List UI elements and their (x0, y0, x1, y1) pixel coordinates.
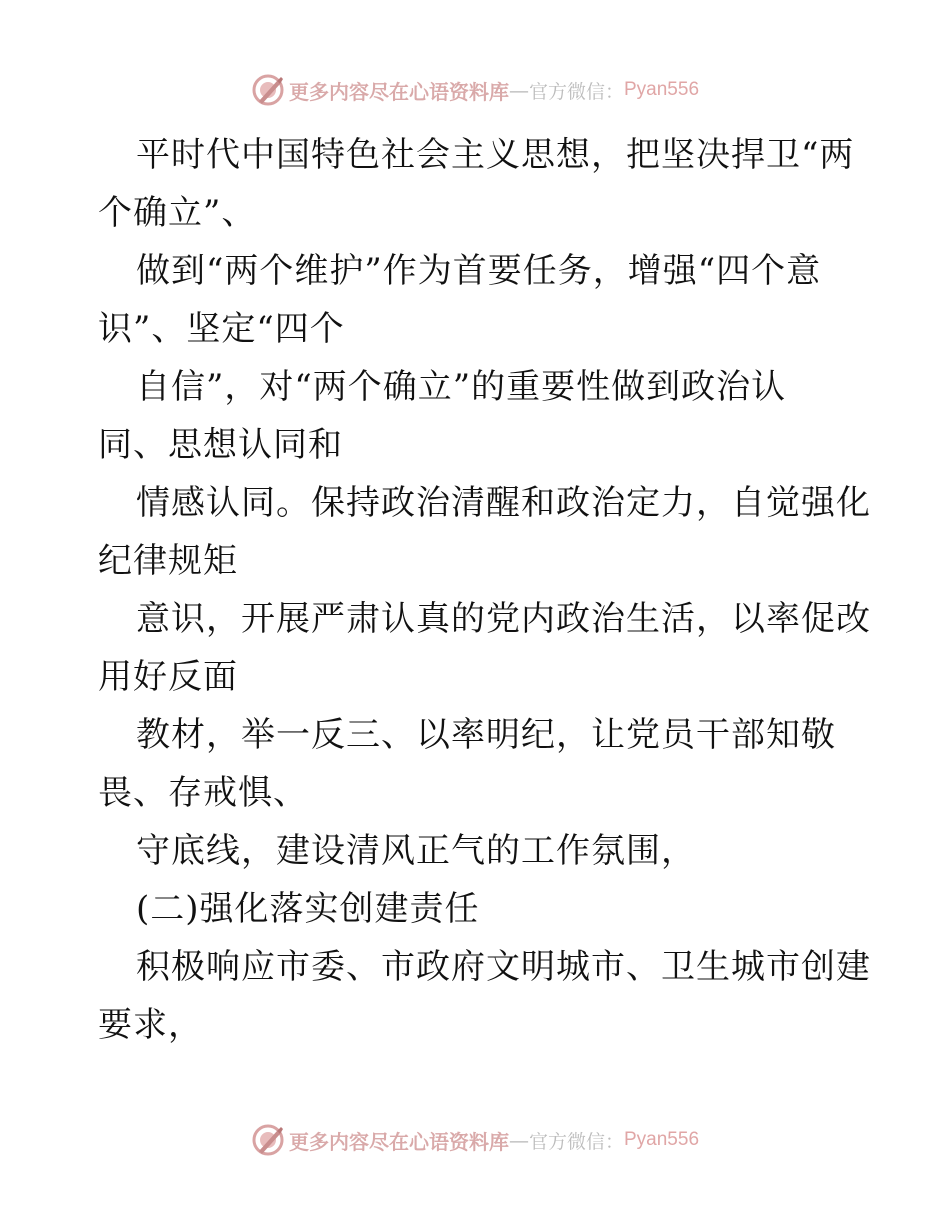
text-line: (二)强化落实创建责任 (136, 889, 480, 929)
banner-contact-label: 官方微信： (528, 1130, 624, 1153)
text-line: 平时代中国特色社会主义思想，把坚决捍卫“两 (136, 135, 855, 175)
text-line: 个确立”、 (98, 193, 257, 233)
pen-logo-icon (251, 1123, 285, 1157)
text-line: 识”、坚定“四个 (98, 309, 345, 349)
pen-logo-icon (251, 73, 285, 107)
banner-contact-label: 官方微信： (528, 80, 624, 103)
text-line: 教材，举一反三、以率明纪，让党员干部知敬 (136, 715, 836, 755)
document-body (98, 126, 871, 1054)
text-line: 畏、存戒惧、 (98, 773, 308, 813)
banner-separator: — (508, 1128, 529, 1152)
banner-title: 更多内容尽在心语资料库 (288, 79, 509, 104)
text-line: 积极响应市委、市政府文明城市、卫生城市创建 (136, 947, 871, 987)
text-line: 意识，开展严肃认真的党内政治生活，以率促改 (136, 599, 871, 639)
text-line: 要求， (98, 1005, 203, 1045)
header-banner (0, 68, 950, 112)
text-line: 守底线，建设清风正气的工作氛围， (136, 831, 696, 871)
text-line: 同、思想认同和 (98, 425, 343, 465)
text-line: 自信”，对“两个确立”的重要性做到政治认 (136, 367, 787, 407)
text-line: 用好反面 (98, 657, 238, 697)
text-line: 做到“两个维护”作为首要任务，增强“四个意 (136, 251, 822, 291)
text-line: 情感认同。保持政治清醒和政治定力，自觉强化 (136, 483, 871, 523)
banner-separator: — (508, 78, 529, 102)
banner-contact-id: Pyan556 (624, 79, 700, 100)
banner-contact-id: Pyan556 (624, 1129, 700, 1150)
banner-title: 更多内容尽在心语资料库 (288, 1129, 509, 1154)
text-line: 纪律规矩 (98, 541, 238, 581)
footer-banner (0, 1118, 950, 1162)
